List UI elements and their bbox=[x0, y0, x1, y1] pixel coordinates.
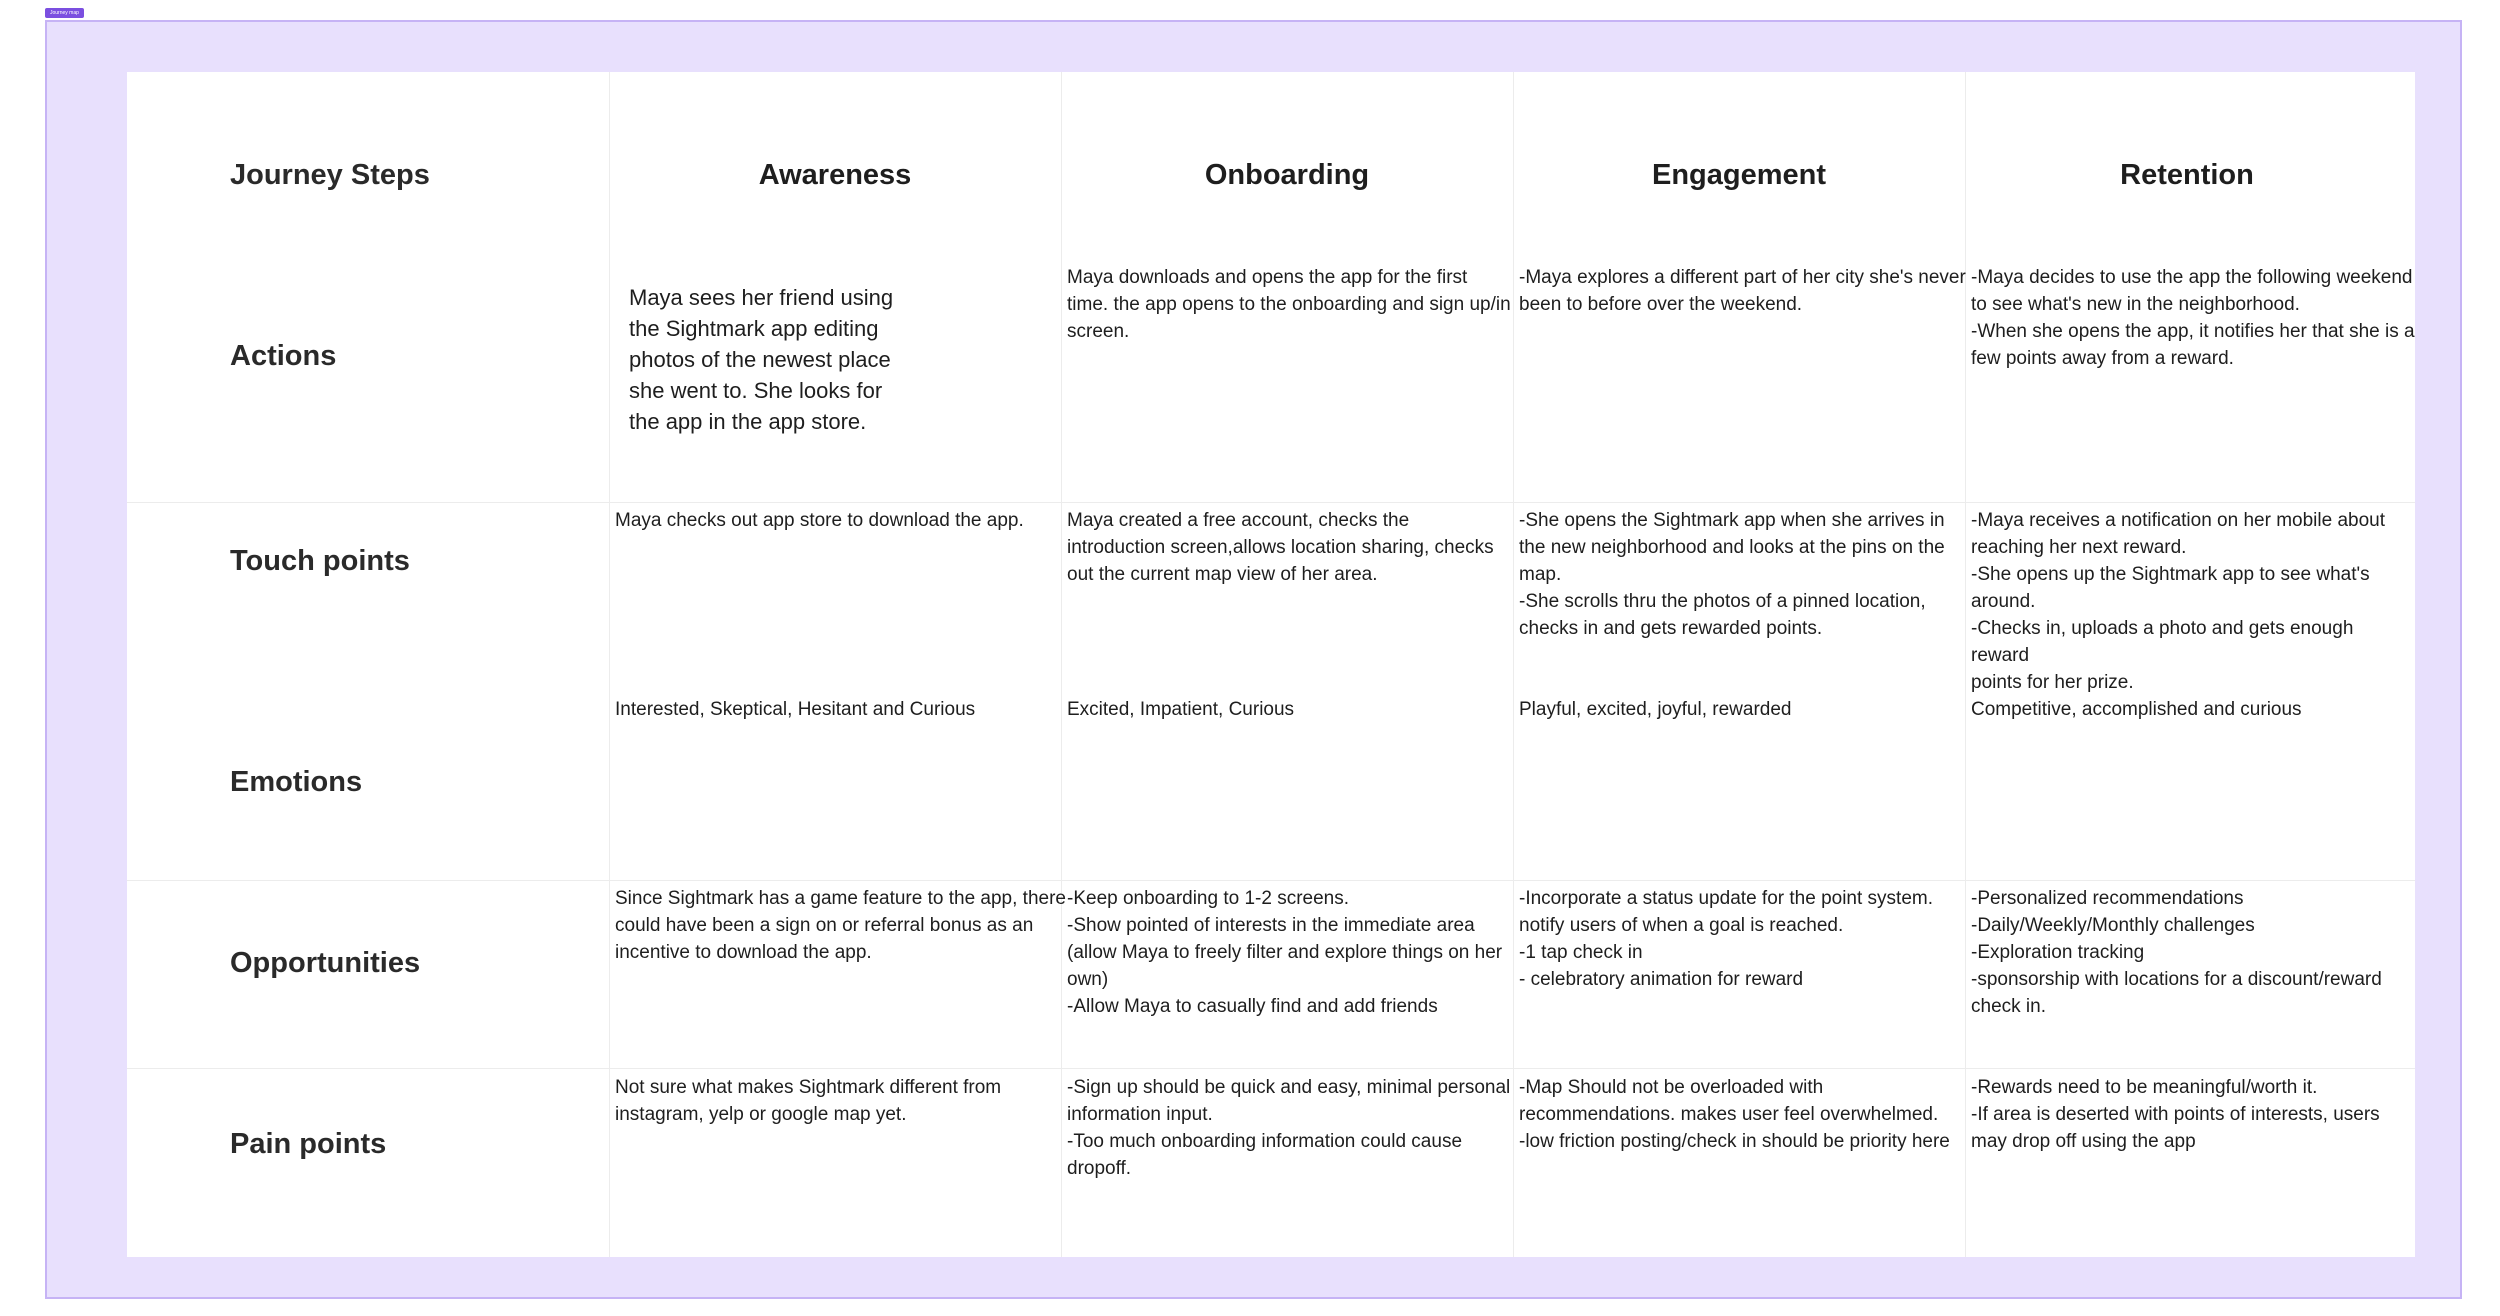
row-divider bbox=[127, 1068, 2415, 1069]
cell-pain-points-awareness: Not sure what makes Sightmark different from instagram, yelp or google map yet. bbox=[615, 1077, 1002, 1125]
column-divider bbox=[1965, 72, 1966, 1257]
cell-opportunities-retention: -Personalized recommendations -Daily/Weekly/Monthly challenges -Exploration tracking -sponsorship with locations for a discount/reward check in. bbox=[1971, 888, 2382, 1017]
cell-touch-points-engagement: -She opens the Sightmark app when she arrives in the new neighborhood and looks at the pins on the map. -She scrolls thru the photos of a pinned location, checks in and gets rewarded points. bbox=[1519, 510, 1945, 639]
row-label-opportunities: Opportunities bbox=[230, 947, 421, 979]
row-label-emotions: Emotions bbox=[230, 766, 363, 798]
column-heading-engagement: Engagement bbox=[1651, 159, 1827, 191]
row-label-pain-points: Pain points bbox=[230, 1128, 387, 1160]
cell-touch-points-onboarding: Maya created a free account, checks the introduction screen,allows location sharing, checks out the current map view of her area. bbox=[1067, 510, 1494, 585]
journey-steps-heading: Journey Steps bbox=[230, 159, 430, 191]
column-heading-retention: Retention bbox=[2120, 159, 2254, 191]
cell-actions-awareness: Maya sees her friend using the Sightmark app editing photos of the newest place she went to. She looks for the app in the app store. bbox=[629, 285, 894, 434]
cell-actions-onboarding: Maya downloads and opens the app for the first time. the app opens to the onboarding and sign up/in screen. bbox=[1067, 267, 1511, 342]
row-divider bbox=[127, 502, 2415, 503]
cell-emotions-onboarding: Excited, Impatient, Curious bbox=[1067, 699, 1295, 720]
column-heading-awareness: Awareness bbox=[758, 159, 912, 191]
cell-emotions-engagement: Playful, excited, joyful, rewarded bbox=[1519, 699, 1792, 720]
cell-opportunities-awareness: Since Sightmark has a game feature to the app, there could have been a sign on or referral bonus as an incentive to download the app. bbox=[615, 888, 1066, 963]
cell-touch-points-retention: -Maya receives a notification on her mobile about reaching her next reward. -She opens up the Sightmark app to see what's around. -Checks in, uploads a photo and gets enough reward points for her prize. bbox=[1971, 510, 2386, 693]
frame-label[interactable]: Journey map bbox=[45, 8, 84, 18]
cell-emotions-awareness: Interested, Skeptical, Hesitant and Curious bbox=[615, 699, 976, 720]
cell-actions-retention: -Maya decides to use the app the following weekend to see what's new in the neighborhood. -When she opens the app, it notifies her that she is a few points away from a reward. bbox=[1971, 267, 2415, 369]
row-label-touch-points: Touch points bbox=[230, 545, 410, 577]
cell-actions-engagement: -Maya explores a different part of her city she's never been to before over the weekend. bbox=[1519, 267, 1966, 315]
row-label-actions: Actions bbox=[230, 340, 337, 372]
row-divider bbox=[127, 880, 2415, 881]
column-divider bbox=[1513, 72, 1514, 1257]
cell-touch-points-awareness: Maya checks out app store to download the app. bbox=[615, 510, 1024, 531]
column-divider bbox=[609, 72, 610, 1257]
cell-pain-points-retention: -Rewards need to be meaningful/worth it. -If area is deserted with points of interests, users may drop off using the app bbox=[1971, 1077, 2380, 1152]
journey-map-table bbox=[127, 72, 2415, 1257]
column-heading-onboarding: Onboarding bbox=[1204, 159, 1370, 191]
column-divider bbox=[1061, 72, 1062, 1257]
cell-opportunities-engagement: -Incorporate a status update for the point system. notify users of when a goal is reached. -1 tap check in - celebratory animation for reward bbox=[1519, 888, 1934, 990]
cell-pain-points-engagement: -Map Should not be overloaded with recommendations. makes user feel overwhelmed. -low friction posting/check in should be priority here bbox=[1519, 1077, 1950, 1152]
cell-emotions-retention: Competitive, accomplished and curious bbox=[1971, 699, 2302, 720]
cell-opportunities-onboarding: -Keep onboarding to 1-2 screens. -Show pointed of interests in the immediate area (allow Maya to freely filter and explore things on her own) -Allow Maya to casually find and add friends bbox=[1067, 888, 1503, 1017]
cell-pain-points-onboarding: -Sign up should be quick and easy, minimal personal information input. -Too much onboarding information could cause dropoff. bbox=[1067, 1077, 1511, 1179]
